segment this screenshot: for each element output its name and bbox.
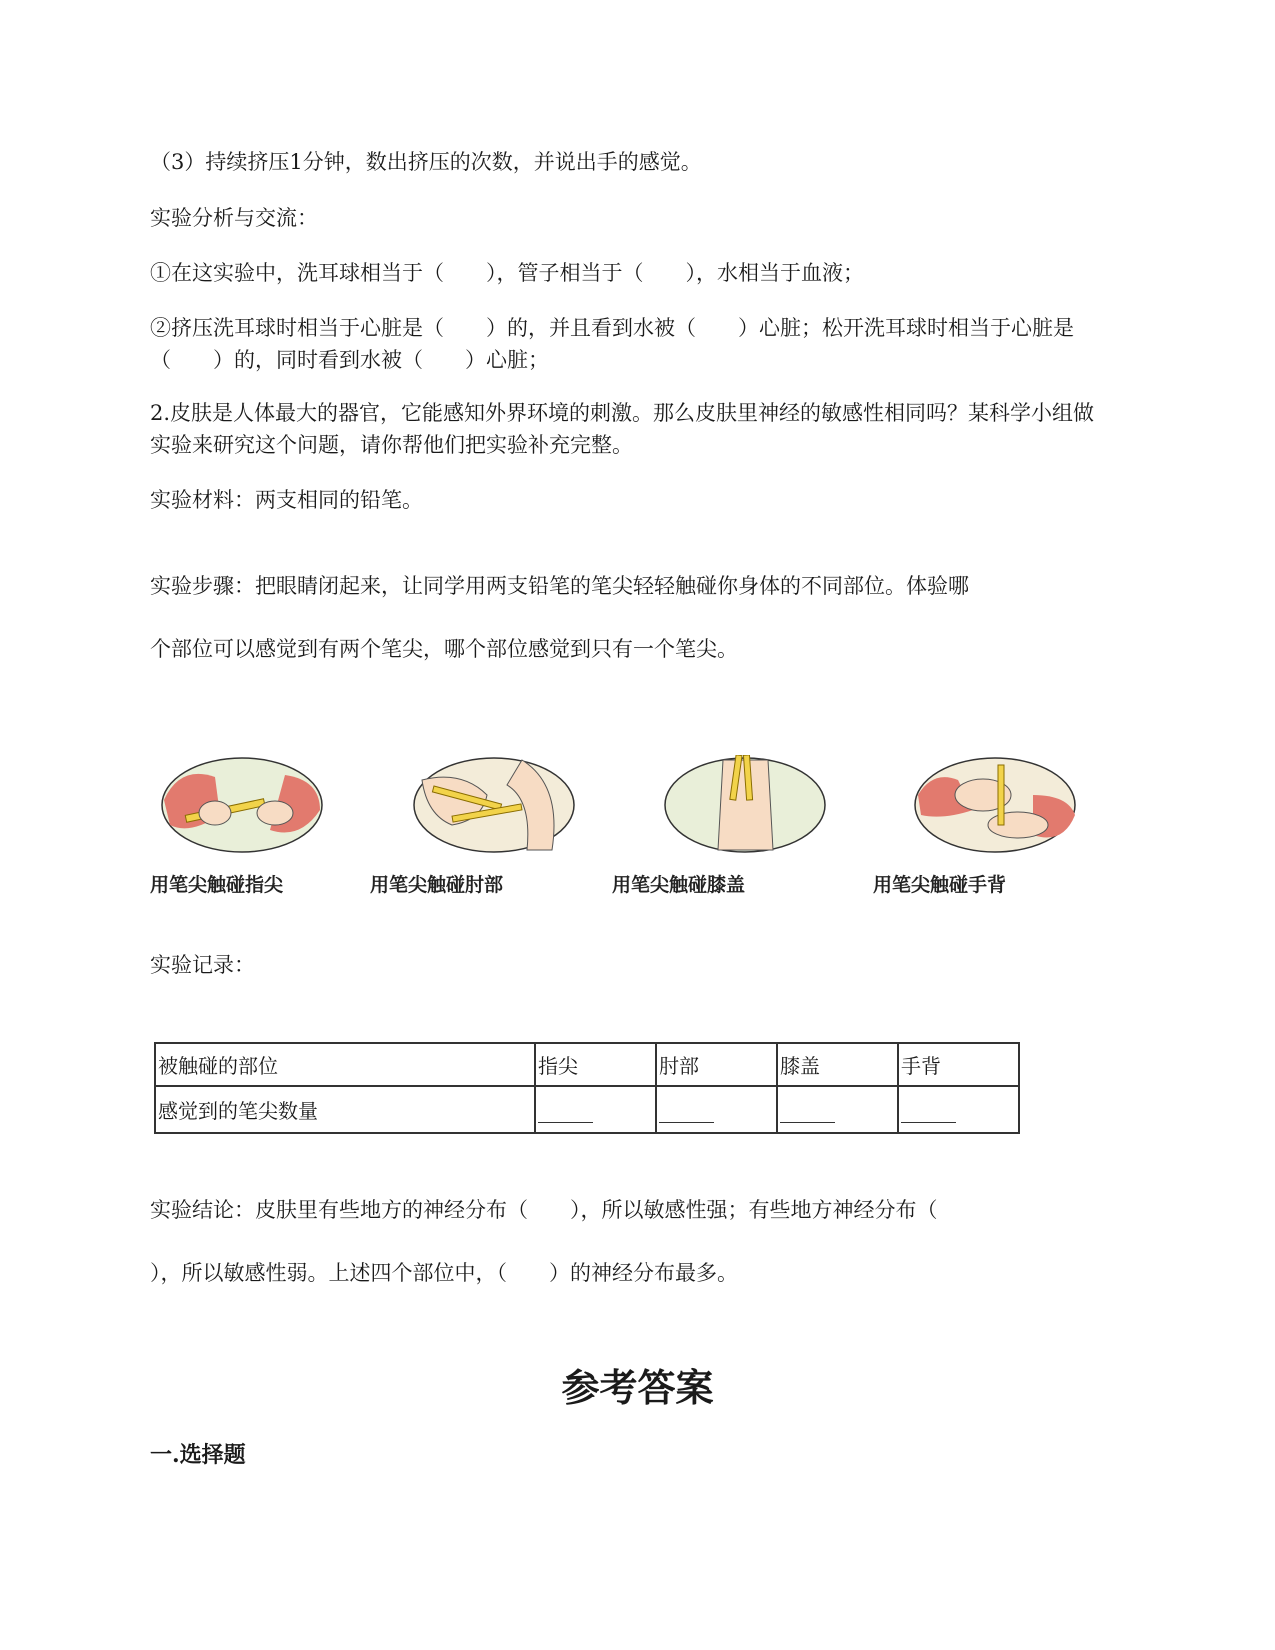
figure-caption-knee: 用笔尖触碰膝盖 [612, 874, 746, 896]
table-row [155, 1086, 1019, 1133]
figure-caption-fingertip: 用笔尖触碰指尖 [150, 874, 284, 896]
answer-blank[interactable] [777, 1086, 898, 1133]
answer-blank[interactable] [898, 1086, 1019, 1133]
answer-blank[interactable] [656, 1086, 777, 1133]
section-title: 一.选择题 [150, 1442, 246, 1468]
problem-2: 2.皮肤是人体最大的器官，它能感知外界环境的刺激。那么皮肤里神经的敏感性相同吗？某科学小组做实验来研究这个问题，请你帮他们把实验补充完整。 [150, 401, 1095, 457]
table-cell: 手背 [898, 1043, 1019, 1086]
materials-text: 实验材料：两支相同的铅笔。 [150, 488, 423, 512]
table-cell: 指尖 [535, 1043, 656, 1086]
answers-title: 参考答案 [561, 1365, 714, 1410]
analysis-heading: 实验分析与交流： [150, 206, 318, 230]
table-cell: 被触碰的部位 [155, 1043, 535, 1086]
back-of-hand-illustration [913, 755, 1078, 855]
record-heading: 实验记录： [150, 953, 255, 977]
fingertip-illustration [160, 755, 325, 855]
question-1: ①在这实验中，洗耳球相当于（ ），管子相当于（ ），水相当于血液； [150, 261, 864, 285]
step3-text: （3）持续挤压1分钟，数出挤压的次数，并说出手的感觉。 [150, 150, 702, 174]
conclusion-line-2: ），所以敏感性弱。上述四个部位中，（ ）的神经分布最多。 [150, 1261, 738, 1285]
elbow-illustration [412, 755, 577, 855]
table-cell: 肘部 [656, 1043, 777, 1086]
knee-illustration [663, 755, 828, 855]
answer-blank[interactable] [535, 1086, 656, 1133]
question-2: ②挤压洗耳球时相当于心脏是（ ）的，并且看到水被（ ）心脏；松开洗耳球时相当于心脏是（ ）的，同时看到水被（ ）心脏； [150, 316, 1074, 372]
steps-line-1: 实验步骤：把眼睛闭起来，让同学用两支铅笔的笔尖轻轻触碰你身体的不同部位。体验哪 [150, 574, 969, 598]
conclusion-line-1: 实验结论：皮肤里有些地方的神经分布（ ），所以敏感性强；有些地方神经分布（ [150, 1198, 938, 1222]
figure-caption-elbow: 用笔尖触碰肘部 [370, 874, 504, 896]
table-row [155, 1043, 1019, 1086]
steps-line-2: 个部位可以感觉到有两个笔尖，哪个部位感觉到只有一个笔尖。 [150, 637, 738, 661]
figure-caption-back-of-hand: 用笔尖触碰手背 [873, 874, 1007, 896]
table-cell: 感觉到的笔尖数量 [155, 1086, 535, 1133]
record-table [154, 1042, 1020, 1134]
table-cell: 膝盖 [777, 1043, 898, 1086]
